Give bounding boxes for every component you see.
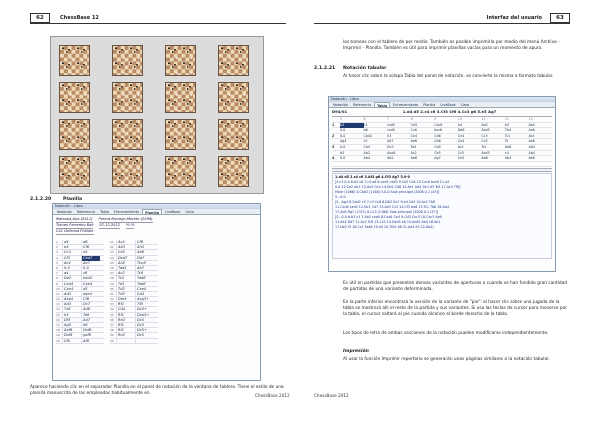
white-move[interactable]: Cxd4 bbox=[62, 282, 81, 287]
column-number: 12 bbox=[504, 117, 510, 121]
move-cell[interactable]: Ce4 bbox=[457, 133, 465, 138]
white-player: Matsuba,Ana (2411) bbox=[56, 217, 93, 221]
move-number: 21 bbox=[110, 240, 114, 244]
move-cell[interactable]: Cc5 bbox=[457, 150, 464, 155]
black-move[interactable]: Cxe4 bbox=[135, 287, 154, 292]
move-cell[interactable]: Ae6 bbox=[410, 139, 417, 144]
black-move[interactable]: Dd7 bbox=[135, 256, 154, 261]
paragraph-2: En la parte inferior encontrará la versión de la variante de "pie": al hacer clic sobre una jugada de la tabla se mostrará allí el resto de la partida y sus variantes. Si usa las teclas de cursor para moverse por la tabla, el cursor saltará al pie cuando alcance el borde derecho de la tabla. bbox=[343, 300, 567, 317]
tab-planilla[interactable]: Planilla bbox=[142, 209, 162, 214]
move-number: 39 bbox=[110, 333, 114, 338]
black-move[interactable]: Cf6 bbox=[81, 245, 100, 250]
black-move[interactable]: Ad7 bbox=[81, 318, 100, 323]
move-number: 17 bbox=[56, 323, 60, 327]
boards-grid bbox=[59, 45, 261, 189]
move-number: 9 bbox=[56, 281, 58, 286]
paragraph-1: Es útil en partidas que presenten densas variantes de aperturas o cuando se han fundido gran cantidad de partidas de una variante determinada. bbox=[343, 281, 567, 292]
move-cell[interactable]: Ce4 bbox=[457, 139, 465, 144]
move-number: 16 bbox=[56, 317, 60, 322]
black-move[interactable]: Ab7 bbox=[135, 266, 154, 271]
move-number: 1 bbox=[56, 240, 58, 244]
result: ½-½ bbox=[126, 223, 135, 227]
tab-tabla[interactable]: Tabla bbox=[100, 210, 109, 214]
move-number: 4 bbox=[56, 255, 58, 260]
white-move[interactable]: Axe4 bbox=[62, 297, 81, 302]
white-move[interactable]: Rf1 bbox=[116, 302, 135, 307]
window-title: Notación - Libro bbox=[53, 204, 260, 209]
move-cell[interactable]: c4 bbox=[363, 122, 368, 127]
white-move[interactable]: Td2 bbox=[116, 287, 135, 292]
row-index: 4 bbox=[332, 156, 335, 161]
move-cell[interactable]: Ae6 bbox=[528, 156, 535, 161]
move-number: 15 bbox=[56, 312, 60, 317]
tab-libro[interactable]: Libro bbox=[460, 103, 470, 107]
move-cell[interactable]: cxd5 bbox=[387, 122, 396, 127]
move-number: 24 bbox=[110, 255, 114, 260]
black-move[interactable]: exd4 bbox=[81, 276, 100, 281]
white-move[interactable]: d4 bbox=[62, 240, 81, 245]
tab-referencia[interactable]: Referencia bbox=[77, 210, 96, 214]
variation-line[interactable]: 17.De2 f5 18.Cc1 Tad8 19.d4 20.Tfd1 e6 21.Ae4 e5 22.Ab4] bbox=[335, 225, 434, 230]
white-move[interactable]: 0-0 bbox=[62, 266, 81, 271]
move-cell[interactable]: Ae6 bbox=[410, 156, 417, 161]
white-move[interactable]: Cf5 bbox=[62, 339, 81, 344]
move-cell[interactable] bbox=[364, 162, 388, 167]
move-number: 40 bbox=[110, 338, 114, 343]
black-move[interactable]: Tbc8 bbox=[135, 261, 154, 266]
white-move[interactable] bbox=[116, 339, 135, 344]
column-number: 7 bbox=[387, 117, 390, 121]
splitter[interactable] bbox=[332, 168, 552, 172]
white-move[interactable]: Rf1 bbox=[116, 328, 135, 333]
chess-board-thumbnail bbox=[218, 156, 249, 187]
variation-line[interactable]: 11.Cxd4 cxd4 12.De1 Cd7 13.Ad3 Cc5 14.Cf3 Ae6 15.Tc1 Tb6 16.Ab4 bbox=[335, 205, 449, 210]
black-move[interactable]: Tc8 bbox=[135, 271, 154, 276]
black-move[interactable]: Cd4 bbox=[135, 292, 154, 297]
move-cell[interactable]: Ac1 bbox=[457, 144, 464, 149]
move-cell[interactable]: Cc5 bbox=[481, 139, 488, 144]
white-move[interactable]: Ah2 bbox=[116, 261, 135, 266]
move-cell[interactable]: Ca4 bbox=[363, 144, 370, 149]
black-move[interactable]: Dc5+ bbox=[135, 307, 154, 312]
chess-board-thumbnail bbox=[165, 45, 196, 76]
black-move[interactable]: Ah5 bbox=[135, 245, 154, 250]
white-move[interactable]: Rf1 bbox=[116, 313, 135, 318]
move-cell[interactable]: Ad7 bbox=[387, 139, 394, 144]
move-cell[interactable]: Ce5 bbox=[434, 150, 441, 155]
move-cell[interactable]: Tc1 bbox=[504, 133, 511, 138]
black-move[interactable]: Af8 bbox=[81, 339, 100, 344]
variation-line[interactable]: More (1066) 4.Cbd2 (1168) 5.0-0 Sala principal (2008 0-1 (43)] bbox=[335, 190, 440, 195]
white-move[interactable]: Re2 bbox=[116, 333, 135, 338]
chess-board-thumbnail bbox=[59, 156, 90, 187]
notation-table-window bbox=[328, 96, 556, 272]
move-cell[interactable]: Dd6 bbox=[457, 128, 465, 133]
move-cell[interactable]: Ab4 bbox=[528, 150, 535, 155]
move-cell[interactable]: h3 bbox=[387, 133, 392, 138]
moves-list bbox=[56, 240, 158, 344]
move-number: 20 bbox=[56, 338, 60, 343]
tab-notaci-n[interactable]: Notación bbox=[333, 103, 349, 107]
chess-boards-figure bbox=[50, 36, 264, 194]
move-number: 29 bbox=[110, 281, 114, 286]
move-cell[interactable]: 0-0 bbox=[340, 144, 346, 149]
move-number: 30 bbox=[110, 286, 114, 291]
tab-notaci-n[interactable]: Notación bbox=[57, 210, 73, 214]
variation-line[interactable]: 0-0 12.Ce2 Ab7 13.Ae3 Ce4 14.De2 Cd6 15.Ae1 Ad4 16.Cd3 Tc8 17.Ac3 Tf8] bbox=[335, 185, 461, 190]
move-number: 23 bbox=[110, 250, 114, 255]
move-cell[interactable]: Cd6 bbox=[434, 133, 441, 138]
date: 07.12.2012 bbox=[99, 223, 121, 227]
move-number: 8 bbox=[56, 276, 58, 281]
chess-board-thumbnail bbox=[59, 119, 90, 150]
white-move[interactable]: Td1 bbox=[62, 307, 81, 312]
black-move[interactable]: Dc7 bbox=[81, 302, 100, 307]
column-number: 9 bbox=[434, 117, 437, 121]
move-number: 37 bbox=[110, 323, 114, 327]
move-cell[interactable]: Ab4 bbox=[363, 156, 370, 161]
header-title: ChessBase 12 bbox=[60, 15, 99, 21]
table-row bbox=[332, 162, 552, 168]
black-move[interactable]: h6 bbox=[81, 323, 100, 328]
white-move[interactable]: Tad1 bbox=[116, 266, 135, 271]
move-cell[interactable]: c5 bbox=[363, 139, 368, 144]
black-move[interactable]: Dc5 bbox=[135, 333, 154, 338]
move-cell[interactable] bbox=[387, 162, 411, 167]
scoresheet-window bbox=[52, 203, 261, 381]
black-move[interactable]: Dxb5+ bbox=[135, 313, 154, 318]
chess-board-thumbnail bbox=[112, 82, 143, 113]
page-header bbox=[30, 14, 286, 24]
move-cell[interactable]: 0-0 bbox=[340, 128, 346, 133]
white-move[interactable]: Ac4 bbox=[62, 261, 81, 266]
tab-planilla[interactable]: Planilla bbox=[423, 103, 436, 107]
white-move[interactable]: Cf3 bbox=[62, 256, 81, 261]
move-cell[interactable]: Ag4 bbox=[340, 139, 347, 144]
move-number: 3 bbox=[56, 250, 58, 255]
body-text: Aparece haciendo clic en el separador Planilla en el panel de notación de la ventana de tablero. Tiene el estilo de una planilla manuscrita de las empleadas habitualmente en bbox=[30, 385, 284, 396]
move-number: 31 bbox=[110, 291, 114, 296]
column-number: 11 bbox=[481, 117, 486, 121]
chess-board-thumbnail bbox=[112, 45, 143, 76]
move-number: 36 bbox=[110, 317, 114, 322]
move-cell[interactable] bbox=[505, 162, 529, 167]
move-cell[interactable]: 0-0 bbox=[340, 133, 346, 138]
white-move[interactable]: Ab3 bbox=[116, 245, 135, 250]
white-move[interactable]: Ad3 bbox=[62, 292, 81, 297]
moves-column bbox=[56, 240, 104, 344]
white-move[interactable]: Rf1 bbox=[116, 323, 135, 328]
white-move[interactable]: Cd4 bbox=[116, 307, 135, 312]
move-cell[interactable]: Ad2 bbox=[481, 122, 488, 127]
move-cell[interactable]: Ta4 bbox=[410, 144, 417, 149]
black-move[interactable]: Tad8 bbox=[135, 276, 154, 281]
move-cell[interactable]: Cd4 bbox=[434, 144, 441, 149]
move-number: 18 bbox=[56, 328, 60, 333]
move-number: 25 bbox=[110, 260, 114, 265]
move-cell[interactable]: b3 bbox=[504, 122, 510, 127]
move-cell[interactable]: Tb4 bbox=[504, 128, 512, 133]
variation-line[interactable]: [5...0-0 6.b3 c5 7.Ab2 cxd4 8.Cxd4 Ce4 9.Cd3 Cxc3 10.Cxc3 Ae6 bbox=[335, 215, 442, 220]
chess-board-thumbnail bbox=[59, 82, 90, 113]
move-number: 22 bbox=[110, 245, 114, 250]
move-cell[interactable]: Ac2 bbox=[410, 150, 417, 155]
move-cell[interactable]: c4 bbox=[504, 150, 509, 155]
move-cell[interactable]: Tc1 bbox=[481, 144, 487, 149]
black-move[interactable]: Ae7 bbox=[81, 261, 100, 266]
move-cell[interactable]: Axd5 bbox=[481, 128, 490, 133]
tab-livebook[interactable]: LiveBook bbox=[165, 210, 181, 214]
black-move[interactable]: Dc5+ bbox=[135, 328, 154, 333]
move-cell[interactable]: Ce5 bbox=[410, 122, 418, 127]
move-cell[interactable]: Axd5 bbox=[481, 150, 490, 155]
move-cell[interactable]: Cb6 bbox=[434, 139, 441, 144]
moves-column bbox=[110, 240, 158, 344]
move-cell[interactable] bbox=[528, 162, 552, 167]
black-move[interactable] bbox=[135, 339, 154, 344]
section-number: 2.1.2.21 bbox=[314, 66, 336, 71]
intro-text: los torneos con el tablero de por medio. También es posible imprimirla por medio del menú Archivo - Imprimir - Planilla. También es útil para imprimir planillas vacías para un momento de apuro. bbox=[343, 40, 560, 51]
move-cell[interactable]: Ab6 bbox=[481, 156, 488, 161]
page-footer: ChessBase 2012 bbox=[255, 393, 290, 398]
white-move[interactable]: a4 bbox=[62, 271, 81, 276]
move-number: 34 bbox=[110, 307, 114, 312]
paragraph-4: Al usar la función Imprimir repertorio se generarán unas páginas similares a la notación tabular. bbox=[343, 357, 550, 362]
black-move[interactable]: Ae6 bbox=[135, 250, 154, 255]
black-move[interactable]: c6 bbox=[81, 271, 100, 276]
variation-main: 1.d4 d5 2.c4 c6 3.Af3 g6 4.Cf3 Ag7 5.0-0 bbox=[335, 175, 410, 180]
black-move[interactable]: Dc5 bbox=[135, 318, 154, 323]
chess-board-thumbnail bbox=[165, 82, 196, 113]
white-move[interactable]: Dxd7 bbox=[116, 256, 135, 261]
opening-line: 1.d4 d5 2.c4 c6 3.Cf3 Cf6 4.Cc3 g6 5.e3 Ag7 bbox=[402, 109, 497, 114]
white-move[interactable]: Ce5 bbox=[116, 250, 135, 255]
white-move[interactable]: Dxf6 bbox=[62, 333, 81, 338]
move-cell[interactable] bbox=[481, 162, 505, 167]
move-number: 2 bbox=[56, 245, 58, 250]
move-cell[interactable]: Ab2 bbox=[363, 150, 370, 155]
tab-entrenamiento[interactable]: Entrenamiento bbox=[113, 210, 139, 214]
move-number: 11 bbox=[56, 291, 60, 296]
section-number: 2.1.2.20 bbox=[30, 197, 52, 202]
white-move[interactable]: Td3 bbox=[116, 292, 135, 297]
move-cell[interactable]: Ae6 bbox=[504, 144, 512, 149]
column-number: 5 bbox=[340, 117, 343, 121]
chess-board-thumbnail bbox=[218, 119, 249, 150]
white-move[interactable]: Ac2 bbox=[116, 271, 135, 276]
move-number: 32 bbox=[110, 297, 114, 302]
black-move[interactable]: Cxe4 bbox=[81, 282, 100, 287]
chess-board-thumbnail bbox=[165, 156, 196, 187]
subheading: Impresión bbox=[343, 349, 369, 354]
move-number: 14 bbox=[56, 307, 60, 312]
move-number: 7 bbox=[56, 271, 58, 276]
move-cell[interactable]: Ag7 bbox=[434, 156, 441, 161]
black-move[interactable]: 0-0 bbox=[81, 266, 100, 271]
white-move[interactable]: Df3 bbox=[62, 318, 81, 323]
variation-line[interactable]: 5...0-0 bbox=[335, 195, 346, 200]
variation-panel bbox=[332, 173, 552, 259]
eco-code: D94/01 bbox=[332, 109, 348, 114]
move-cell[interactable]: Ab2 bbox=[387, 156, 394, 161]
move-number: 27 bbox=[110, 271, 114, 276]
white-move[interactable]: h3 bbox=[62, 313, 81, 318]
move-cell[interactable]: b3 bbox=[340, 123, 364, 129]
black-move[interactable]: d5 bbox=[81, 287, 100, 292]
game-info bbox=[53, 215, 260, 237]
tab-referencia[interactable]: Referencia bbox=[353, 103, 372, 107]
row-index: 3 bbox=[332, 144, 335, 149]
opening: C41 Defensa Philidor bbox=[56, 229, 94, 233]
move-cell[interactable]: Ae6 bbox=[528, 128, 535, 133]
chess-board-thumbnail bbox=[112, 156, 143, 187]
move-number: 28 bbox=[110, 276, 114, 281]
white-move[interactable]: e4 bbox=[62, 245, 81, 250]
chess-board-thumbnail bbox=[59, 45, 90, 76]
move-cell[interactable]: Cbd2 bbox=[363, 133, 373, 138]
black-move[interactable]: Dxf6 bbox=[81, 328, 100, 333]
move-number: 13 bbox=[56, 302, 60, 307]
move-cell[interactable]: Cxc6 bbox=[434, 122, 443, 127]
section-title: Notación tabular bbox=[343, 66, 387, 71]
move-cell[interactable]: bxc6 bbox=[434, 128, 443, 133]
move-cell[interactable]: b3 bbox=[340, 150, 345, 155]
white-move[interactable]: Ag5 bbox=[62, 323, 81, 328]
move-cell[interactable]: Ae6 bbox=[528, 139, 535, 144]
section-text: Al hacer clic sobre la solapa Tabla del panel de notación, se convierte la misma a formato tabular. bbox=[343, 74, 554, 79]
white-move[interactable]: Cc3 bbox=[62, 250, 81, 255]
black-move[interactable]: Te8 bbox=[81, 313, 100, 318]
tab-tabla[interactable]: Tabla bbox=[374, 102, 390, 107]
row-index: 1 bbox=[332, 122, 335, 127]
variation-line[interactable]: 11.Ae2 Dd7 12.Ac2 Tc8 13.Cc5 14.Dxd5 a6 15.dxd5 Ab4 16.Ae1 bbox=[335, 220, 441, 225]
move-number: 10 bbox=[56, 286, 60, 291]
tab-libro[interactable]: Libro bbox=[185, 210, 194, 214]
black-move[interactable]: Cbd7 bbox=[81, 256, 100, 261]
column-number: 13 bbox=[528, 117, 533, 121]
move-cell[interactable]: Cc3 bbox=[481, 133, 488, 138]
row-index bbox=[332, 162, 340, 167]
move-cell[interactable]: Axd4 bbox=[387, 150, 396, 155]
section-title: Planilla bbox=[63, 197, 83, 202]
chess-board-thumbnail bbox=[165, 119, 196, 150]
tab-entrenamiento[interactable]: Entrenamiento bbox=[393, 103, 419, 107]
move-number: 5 bbox=[56, 260, 58, 265]
column-number: 6 bbox=[363, 117, 366, 121]
black-player: Perera Borrego,Moreto (2598) bbox=[98, 217, 153, 221]
variation-line[interactable]: 17.Ad3 Rg7 (1311) 6.Cc3 (1166) Sala principal (2008 0-1 (37)] bbox=[335, 210, 439, 215]
notation-table bbox=[332, 116, 552, 167]
paragraph-3: Los tipos de letra de ambas secciones de la notación pueden modificarse independientemente. bbox=[343, 331, 549, 336]
move-number: 12 bbox=[56, 297, 60, 302]
white-move[interactable]: Axf6 bbox=[62, 328, 81, 333]
black-move[interactable]: Cf6 bbox=[81, 297, 100, 302]
move-cell[interactable]: Cc6 bbox=[410, 128, 417, 133]
white-move[interactable]: Ta3 bbox=[116, 282, 135, 287]
column-number: 10 bbox=[457, 117, 462, 121]
white-move[interactable]: Dm5 bbox=[116, 297, 135, 302]
variation-line[interactable]: [5.c3 0-0 6.b3 c6 7.c4 a6 8.cxd5 cxd5 9.Ce5 Cc6 10.Cxc6 bxc6 11.a4 bbox=[335, 180, 450, 185]
black-move[interactable]: Tf8 bbox=[135, 302, 154, 307]
move-number: 26 bbox=[110, 265, 114, 270]
move-cell[interactable]: a4 bbox=[457, 122, 462, 127]
move-cell[interactable]: Ab4 bbox=[528, 144, 535, 149]
move-cell[interactable]: Dc2 bbox=[387, 144, 394, 149]
black-move[interactable]: Tad8 bbox=[135, 282, 154, 287]
white-move[interactable]: Tc3 bbox=[116, 276, 135, 281]
chess-board-thumbnail bbox=[218, 45, 249, 76]
move-row bbox=[56, 339, 104, 344]
white-move[interactable]: Ac4 bbox=[116, 240, 135, 245]
move-number: 38 bbox=[110, 328, 114, 333]
black-move[interactable]: dxe4 bbox=[81, 292, 100, 297]
move-cell[interactable]: b6 bbox=[363, 128, 368, 133]
move-cell[interactable]: cxd5 bbox=[387, 128, 396, 133]
move-number: 6 bbox=[56, 265, 58, 270]
move-cell[interactable] bbox=[411, 162, 435, 167]
move-cell[interactable] bbox=[458, 162, 482, 167]
white-move[interactable]: Re2 bbox=[116, 318, 135, 323]
page-number: 62 bbox=[30, 13, 50, 23]
black-move[interactable]: d6 bbox=[81, 240, 100, 245]
white-move[interactable]: Ad3 bbox=[62, 302, 81, 307]
variation-line[interactable]: [5...Ag4 6.Cbd2 c5 7.c3 Cc6 8.Db3 Dc7 9.a4 Cd4 10.Ac2 Tb8 bbox=[335, 200, 435, 205]
chess-board-thumbnail bbox=[112, 119, 143, 150]
move-cell[interactable]: Ab4 bbox=[504, 156, 512, 161]
black-move[interactable]: Cf6 bbox=[135, 240, 154, 245]
move-cell[interactable]: Ca4 bbox=[410, 133, 418, 138]
white-move[interactable]: Cxe4 bbox=[62, 287, 81, 292]
header-title: Interfaz del usuario bbox=[486, 15, 542, 21]
black-move[interactable]: Dc5 bbox=[135, 323, 154, 328]
move-number: 35 bbox=[110, 312, 114, 317]
move-cell[interactable]: Ce5 bbox=[457, 156, 465, 161]
page-number: 63 bbox=[550, 13, 570, 23]
page-header bbox=[314, 14, 570, 24]
move-cell[interactable]: f5 bbox=[504, 139, 509, 144]
move-cell[interactable]: Ae4 bbox=[528, 122, 535, 127]
page-footer: ChessBase 2012 bbox=[314, 393, 349, 398]
tab-livebook[interactable]: LiveBook bbox=[440, 103, 456, 107]
black-move[interactable]: e5 bbox=[81, 250, 100, 255]
row-index: 2 bbox=[332, 133, 335, 138]
column-number: 8 bbox=[410, 117, 413, 121]
move-cell[interactable]: 0-0 bbox=[340, 156, 346, 161]
black-move[interactable]: Axg3+ bbox=[135, 297, 154, 302]
move-row bbox=[110, 339, 158, 344]
event: Torneo Ferrerino Bali bbox=[56, 223, 94, 227]
chess-board-thumbnail bbox=[218, 82, 249, 113]
move-cell[interactable] bbox=[340, 162, 364, 167]
window-title: Notación - Libro bbox=[329, 97, 555, 102]
black-move[interactable]: Ad6 bbox=[81, 307, 100, 312]
move-number: 33 bbox=[110, 302, 114, 307]
black-move[interactable]: gxf6 bbox=[81, 333, 100, 338]
table-header bbox=[329, 108, 555, 115]
move-cell[interactable]: Ac4 bbox=[528, 133, 535, 138]
white-move[interactable]: De2 bbox=[62, 276, 81, 281]
move-cell[interactable] bbox=[434, 162, 458, 167]
move-number: 19 bbox=[56, 333, 60, 338]
